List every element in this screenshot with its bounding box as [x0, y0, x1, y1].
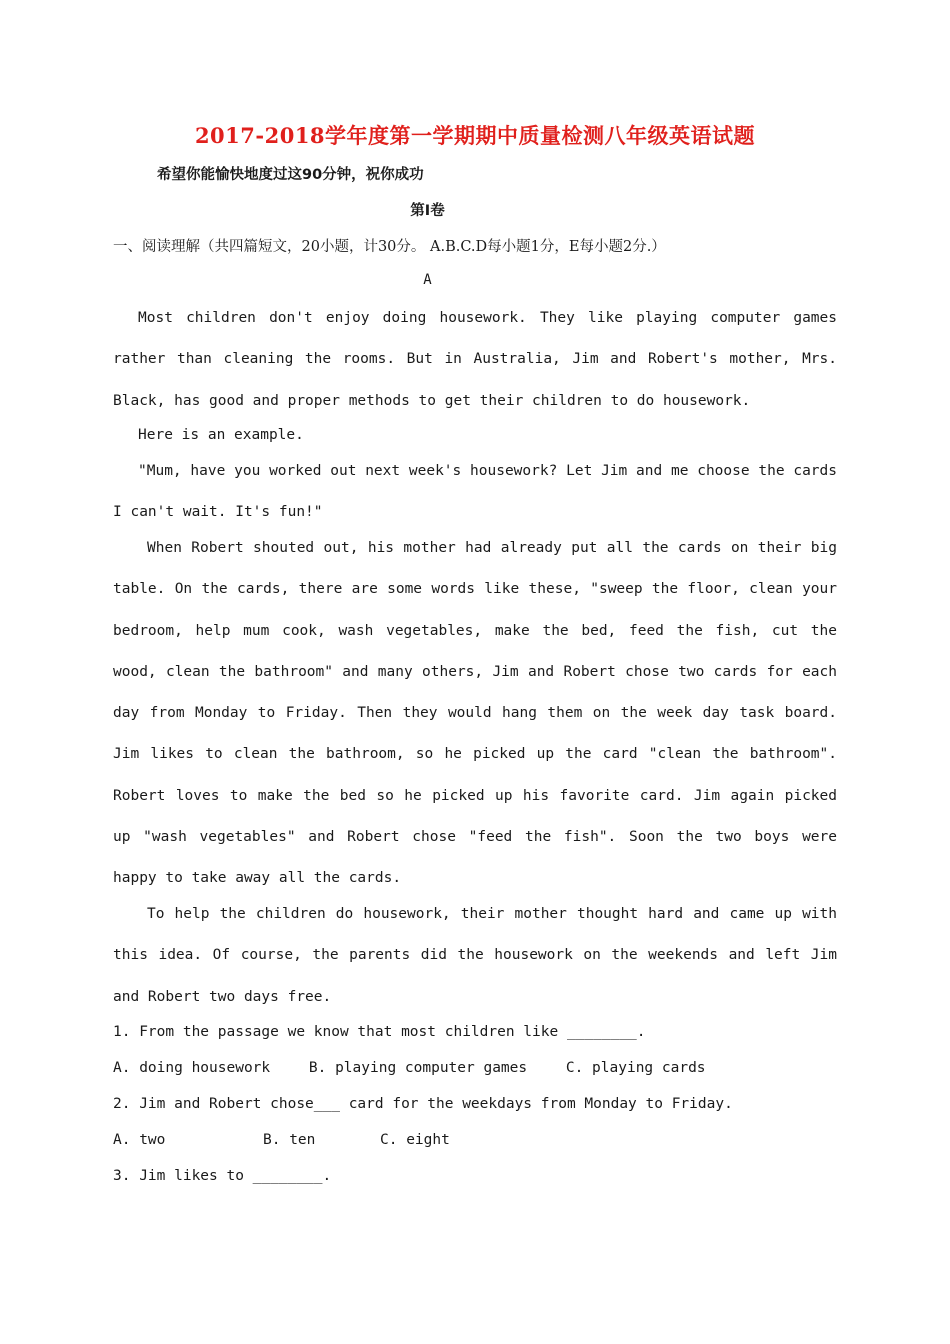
passage-paragraph-4: When Robert shouted out, his mother had already put all the cards on their big table. On the cards, there are some words like these, "sweep the floor, clean your bedroom, help mum cook, wash vegetables, make the bed, feed the fish, cut the wood, clean the bathroom" and many others, Jim and Robert chose two cards for each day from Monday to Friday. Then they would hang them on the week day task board. Jim likes to clean the bathroom, so he picked up the card "clean the bathroom". Robert loves to make the bed so he picked up his favorite card. Jim again picked up "wash vegetables" and Robert chose "feed the fish". Soon the two boys were happy to take away all the cards. — [113, 540, 837, 887]
question-2-stem: 2. Jim and Robert chose___ card for the weekdays from Monday to Friday. — [113, 1096, 733, 1112]
question-1-options — [113, 1060, 706, 1076]
question-1-stem: 1. From the passage we know that most children like ________. — [113, 1024, 646, 1040]
passage-paragraph-1: Most children don't enjoy doing housework. They like playing computer games rather than cleaning the rooms. But in Australia, Jim and Robert's mother, Mrs. Black, has good and proper methods to get their children to do housework. — [113, 310, 837, 409]
question-1-option-a[interactable]: A. doing housework — [113, 1060, 271, 1076]
encouragement-line: 希望你能愉快地度过这90分钟，祝你成功 — [157, 167, 424, 183]
passage-paragraph-3: "Mum, have you worked out next week's housework? Let Jim and me choose the cards I can't wait. It's fun!" — [113, 463, 837, 521]
question-2-options — [113, 1132, 450, 1148]
question-1-option-c[interactable]: C. playing cards — [565, 1060, 706, 1076]
section-heading: 一、阅读理解（共四篇短文，20小题，计30分。 A.B.C.D每小题1分，E每小题2分.） — [113, 239, 666, 255]
question-2-option-b[interactable]: B. ten — [263, 1132, 316, 1148]
volume-heading: 第Ⅰ卷 — [410, 203, 445, 219]
passage-paragraph-2: Here is an example. — [138, 427, 304, 443]
passage-label: A — [423, 272, 432, 288]
question-2-option-c[interactable]: C. eight — [380, 1132, 450, 1148]
question-2-option-a[interactable]: A. two — [113, 1132, 166, 1148]
page-title: 2017-2018学年度第一学期期中质量检测八年级英语试题 — [194, 123, 756, 148]
passage-paragraph-5: To help the children do housework, their mother thought hard and came up with this idea. Of course, the parents did the housework on the weekends and left Jim and Robert two days free. — [113, 906, 837, 1005]
question-3-stem: 3. Jim likes to ________. — [113, 1168, 332, 1184]
question-1-option-b[interactable]: B. playing computer games — [308, 1060, 528, 1076]
